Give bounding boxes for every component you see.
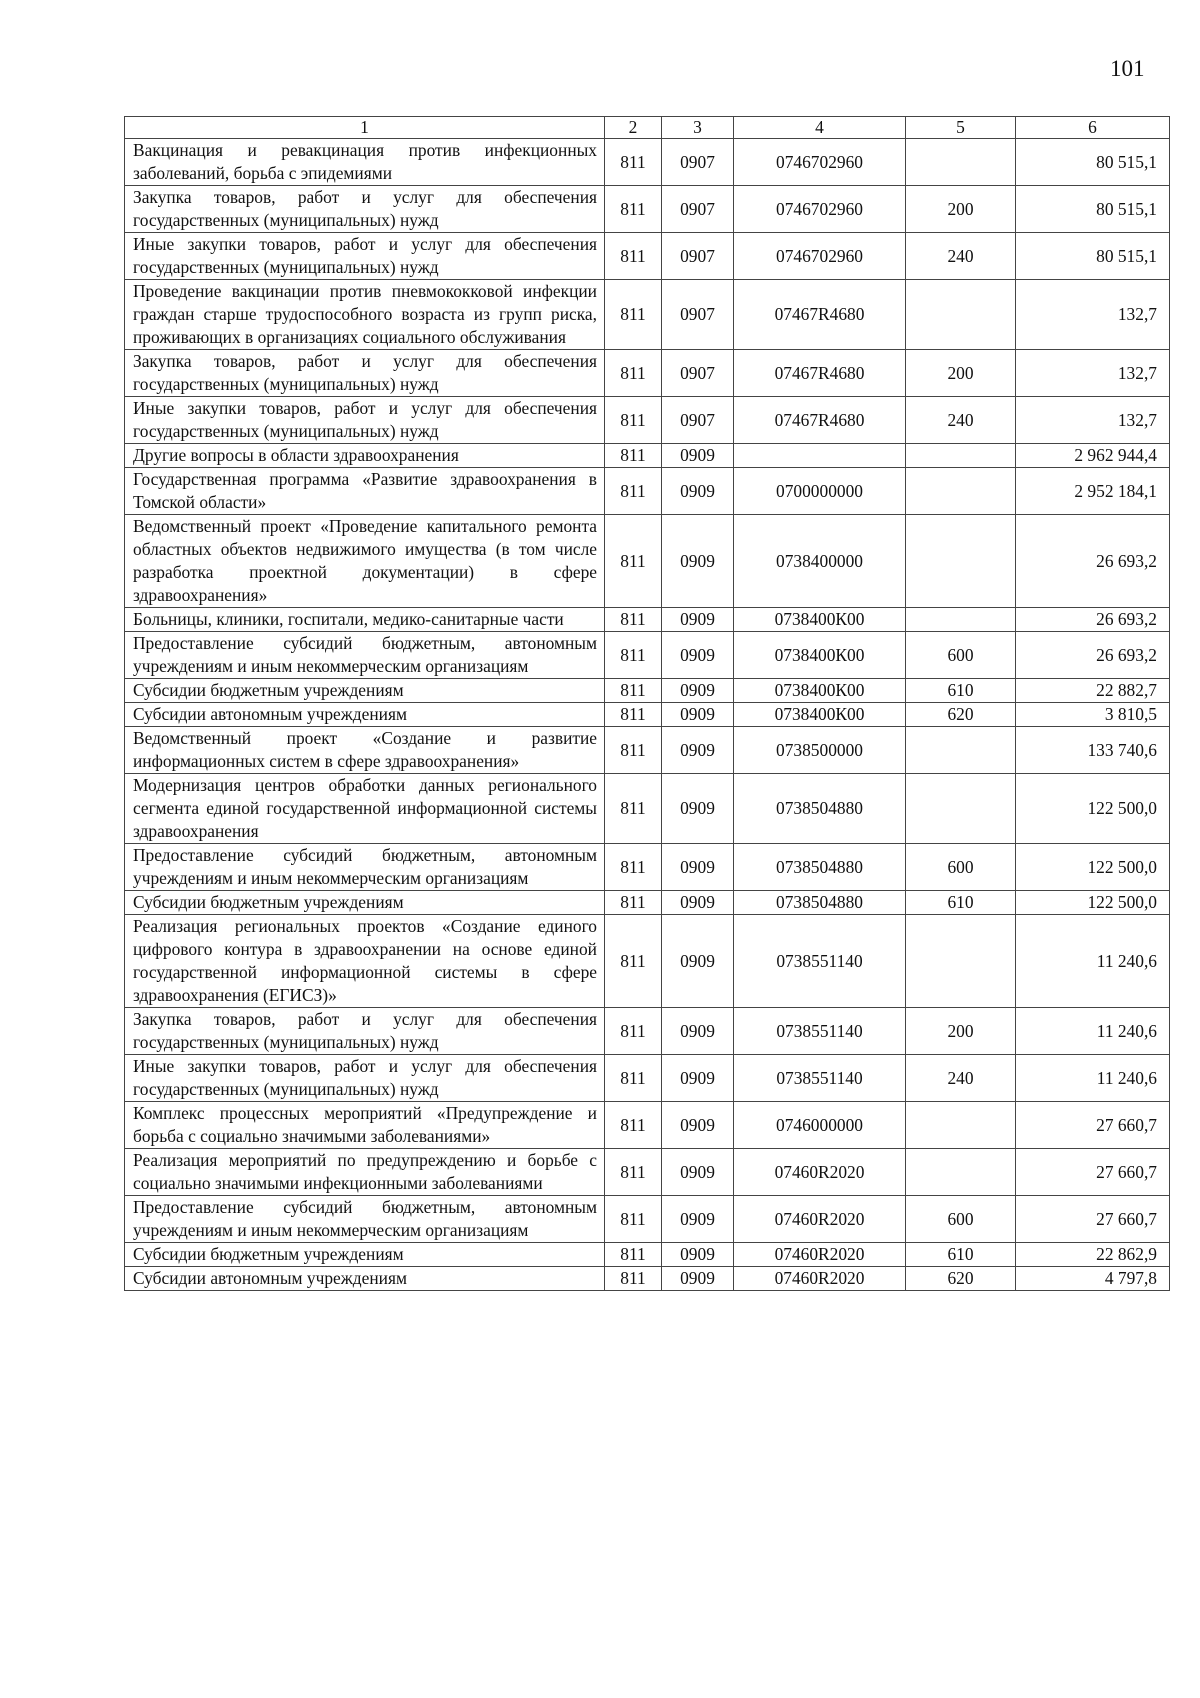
row-target-cell: 0738400К00 [734, 608, 906, 632]
table-row [125, 608, 1170, 632]
row-section-cell: 0909 [662, 1102, 734, 1149]
row-amount-cell: 132,7 [1016, 280, 1170, 350]
row-amount-cell: 22 862,9 [1016, 1243, 1170, 1267]
table-row [125, 915, 1170, 1008]
table-row [125, 891, 1170, 915]
row-vr-cell [906, 444, 1016, 468]
row-name-cell: Иные закупки товаров, работ и услуг для обеспечения государственных (муниципальных) нужд [125, 1055, 605, 1102]
table-row [125, 1243, 1170, 1267]
row-section-cell: 0909 [662, 468, 734, 515]
row-vr-cell [906, 774, 1016, 844]
row-section-cell: 0909 [662, 632, 734, 679]
row-target-cell: 0738400К00 [734, 679, 906, 703]
row-section-cell: 0909 [662, 1149, 734, 1196]
row-amount-cell: 2 962 944,4 [1016, 444, 1170, 468]
row-vr-cell [906, 515, 1016, 608]
row-amount-cell: 11 240,6 [1016, 1008, 1170, 1055]
row-section-cell: 0909 [662, 1008, 734, 1055]
row-name-cell: Реализация региональных проектов «Создание единого цифрового контура в здравоохранении на основе единой государственной информационной системы в сфере здравоохранения (ЕГИСЗ)» [125, 915, 605, 1008]
row-target-cell: 07460R2020 [734, 1243, 906, 1267]
row-amount-cell: 11 240,6 [1016, 915, 1170, 1008]
row-amount-cell: 122 500,0 [1016, 774, 1170, 844]
table-row [125, 397, 1170, 444]
table-row [125, 139, 1170, 186]
row-target-cell [734, 444, 906, 468]
table-row [125, 632, 1170, 679]
row-amount-cell: 122 500,0 [1016, 891, 1170, 915]
page-number: 101 [1110, 56, 1145, 81]
row-target-cell: 07467R4680 [734, 280, 906, 350]
row-target-cell: 0738504880 [734, 774, 906, 844]
row-amount-cell: 133 740,6 [1016, 727, 1170, 774]
table-row [125, 515, 1170, 608]
row-vr-cell: 600 [906, 632, 1016, 679]
row-name-cell: Другие вопросы в области здравоохранения [125, 444, 605, 468]
row-vr-cell: 200 [906, 186, 1016, 233]
budget-table [124, 116, 1170, 1291]
row-name-cell: Реализация мероприятий по предупреждению и борьбе с социально значимыми инфекционными заболеваниями [125, 1149, 605, 1196]
row-target-cell: 0738500000 [734, 727, 906, 774]
row-name-cell: Субсидии автономным учреждениям [125, 1267, 605, 1291]
row-section-cell: 0907 [662, 139, 734, 186]
row-section-cell: 0909 [662, 774, 734, 844]
row-grbs-cell: 811 [605, 844, 662, 891]
row-target-cell: 0738400К00 [734, 703, 906, 727]
row-vr-cell: 610 [906, 891, 1016, 915]
row-section-cell: 0909 [662, 1243, 734, 1267]
row-grbs-cell: 811 [605, 1102, 662, 1149]
row-target-cell: 07460R2020 [734, 1149, 906, 1196]
row-grbs-cell: 811 [605, 350, 662, 397]
row-section-cell: 0907 [662, 397, 734, 444]
row-name-cell: Закупка товаров, работ и услуг для обеспечения государственных (муниципальных) нужд [125, 350, 605, 397]
table-row [125, 280, 1170, 350]
row-vr-cell: 240 [906, 1055, 1016, 1102]
row-amount-cell: 2 952 184,1 [1016, 468, 1170, 515]
row-amount-cell: 80 515,1 [1016, 139, 1170, 186]
row-name-cell: Предоставление субсидий бюджетным, автономным учреждениям и иным некоммерческим организациям [125, 1196, 605, 1243]
table-body [125, 139, 1170, 1291]
row-vr-cell: 620 [906, 1267, 1016, 1291]
row-grbs-cell: 811 [605, 233, 662, 280]
table-row [125, 1267, 1170, 1291]
table-row [125, 350, 1170, 397]
row-name-cell: Предоставление субсидий бюджетным, автономным учреждениям и иным некоммерческим организациям [125, 844, 605, 891]
row-grbs-cell: 811 [605, 186, 662, 233]
row-amount-cell: 27 660,7 [1016, 1196, 1170, 1243]
table-row [125, 1149, 1170, 1196]
row-amount-cell: 132,7 [1016, 350, 1170, 397]
row-target-cell: 0738504880 [734, 891, 906, 915]
row-target-cell: 07460R2020 [734, 1196, 906, 1243]
row-vr-cell [906, 727, 1016, 774]
row-name-cell: Субсидии автономным учреждениям [125, 703, 605, 727]
row-grbs-cell: 811 [605, 915, 662, 1008]
row-section-cell: 0909 [662, 1055, 734, 1102]
row-amount-cell: 11 240,6 [1016, 1055, 1170, 1102]
row-grbs-cell: 811 [605, 468, 662, 515]
row-amount-cell: 3 810,5 [1016, 703, 1170, 727]
row-name-cell: Предоставление субсидий бюджетным, автономным учреждениям и иным некоммерческим организациям [125, 632, 605, 679]
row-target-cell: 0746702960 [734, 139, 906, 186]
row-section-cell: 0909 [662, 703, 734, 727]
header-col-2: 2 [605, 117, 662, 139]
header-col-5: 5 [906, 117, 1016, 139]
row-grbs-cell: 811 [605, 703, 662, 727]
row-vr-cell [906, 139, 1016, 186]
row-target-cell: 0738551140 [734, 1055, 906, 1102]
row-target-cell: 0738504880 [734, 844, 906, 891]
row-target-cell: 0738400К00 [734, 632, 906, 679]
row-target-cell: 0700000000 [734, 468, 906, 515]
row-grbs-cell: 811 [605, 1243, 662, 1267]
row-grbs-cell: 811 [605, 1267, 662, 1291]
row-grbs-cell: 811 [605, 727, 662, 774]
table-row [125, 679, 1170, 703]
row-name-cell: Закупка товаров, работ и услуг для обеспечения государственных (муниципальных) нужд [125, 186, 605, 233]
header-col-1: 1 [125, 117, 605, 139]
row-grbs-cell: 811 [605, 1149, 662, 1196]
table-row [125, 1196, 1170, 1243]
row-amount-cell: 22 882,7 [1016, 679, 1170, 703]
row-target-cell: 07460R2020 [734, 1267, 906, 1291]
row-name-cell: Государственная программа «Развитие здравоохранения в Томской области» [125, 468, 605, 515]
row-grbs-cell: 811 [605, 515, 662, 608]
table-row [125, 468, 1170, 515]
table-row [125, 1055, 1170, 1102]
row-amount-cell: 80 515,1 [1016, 233, 1170, 280]
row-grbs-cell: 811 [605, 139, 662, 186]
header-col-4: 4 [734, 117, 906, 139]
table-row [125, 186, 1170, 233]
table-row [125, 444, 1170, 468]
row-name-cell: Закупка товаров, работ и услуг для обеспечения государственных (муниципальных) нужд [125, 1008, 605, 1055]
row-amount-cell: 26 693,2 [1016, 515, 1170, 608]
row-vr-cell [906, 1102, 1016, 1149]
row-name-cell: Вакцинация и ревакцинация против инфекционных заболеваний, борьба с эпидемиями [125, 139, 605, 186]
row-vr-cell: 600 [906, 1196, 1016, 1243]
row-amount-cell: 27 660,7 [1016, 1102, 1170, 1149]
row-vr-cell: 200 [906, 1008, 1016, 1055]
row-grbs-cell: 811 [605, 891, 662, 915]
row-vr-cell [906, 915, 1016, 1008]
row-vr-cell [906, 468, 1016, 515]
row-vr-cell: 600 [906, 844, 1016, 891]
row-name-cell: Проведение вакцинации против пневмококковой инфекции граждан старше трудоспособного возраста из групп риска, проживающих в организациях социального обслуживания [125, 280, 605, 350]
row-amount-cell: 4 797,8 [1016, 1267, 1170, 1291]
table-row [125, 1102, 1170, 1149]
row-grbs-cell: 811 [605, 444, 662, 468]
header-col-3: 3 [662, 117, 734, 139]
row-amount-cell: 132,7 [1016, 397, 1170, 444]
row-section-cell: 0907 [662, 233, 734, 280]
table-header-row [125, 117, 1170, 139]
table-row [125, 727, 1170, 774]
row-target-cell: 0746000000 [734, 1102, 906, 1149]
row-grbs-cell: 811 [605, 1055, 662, 1102]
row-name-cell: Иные закупки товаров, работ и услуг для обеспечения государственных (муниципальных) нужд [125, 397, 605, 444]
row-name-cell: Субсидии бюджетным учреждениям [125, 1243, 605, 1267]
row-grbs-cell: 811 [605, 632, 662, 679]
row-name-cell: Больницы, клиники, госпитали, медико-санитарные части [125, 608, 605, 632]
table-row [125, 233, 1170, 280]
row-name-cell: Субсидии бюджетным учреждениям [125, 679, 605, 703]
row-grbs-cell: 811 [605, 1196, 662, 1243]
row-amount-cell: 26 693,2 [1016, 608, 1170, 632]
row-section-cell: 0909 [662, 515, 734, 608]
row-name-cell: Иные закупки товаров, работ и услуг для обеспечения государственных (муниципальных) нужд [125, 233, 605, 280]
row-target-cell: 07467R4680 [734, 350, 906, 397]
row-grbs-cell: 811 [605, 774, 662, 844]
row-target-cell: 0746702960 [734, 186, 906, 233]
row-grbs-cell: 811 [605, 608, 662, 632]
row-vr-cell: 240 [906, 233, 1016, 280]
row-vr-cell [906, 280, 1016, 350]
row-name-cell: Комплекс процессных мероприятий «Предупреждение и борьба с социально значимыми заболеваниями» [125, 1102, 605, 1149]
row-grbs-cell: 811 [605, 679, 662, 703]
row-amount-cell: 122 500,0 [1016, 844, 1170, 891]
row-target-cell: 0738400000 [734, 515, 906, 608]
row-amount-cell: 27 660,7 [1016, 1149, 1170, 1196]
row-name-cell: Субсидии бюджетным учреждениям [125, 891, 605, 915]
table-row [125, 703, 1170, 727]
row-section-cell: 0909 [662, 608, 734, 632]
row-section-cell: 0909 [662, 844, 734, 891]
row-vr-cell: 240 [906, 397, 1016, 444]
row-amount-cell: 26 693,2 [1016, 632, 1170, 679]
row-section-cell: 0907 [662, 186, 734, 233]
row-name-cell: Ведомственный проект «Проведение капитального ремонта областных объектов недвижимого имущества (в том числе разработка проектной документации) в сфере здравоохранения» [125, 515, 605, 608]
row-target-cell: 0738551140 [734, 1008, 906, 1055]
row-vr-cell: 610 [906, 1243, 1016, 1267]
row-section-cell: 0909 [662, 1267, 734, 1291]
row-vr-cell: 200 [906, 350, 1016, 397]
row-name-cell: Модернизация центров обработки данных регионального сегмента единой государственной информационной системы здравоохранения [125, 774, 605, 844]
row-vr-cell: 620 [906, 703, 1016, 727]
row-target-cell: 0746702960 [734, 233, 906, 280]
table-row [125, 1008, 1170, 1055]
header-col-6: 6 [1016, 117, 1170, 139]
row-section-cell: 0909 [662, 444, 734, 468]
row-section-cell: 0909 [662, 915, 734, 1008]
row-target-cell: 07467R4680 [734, 397, 906, 444]
row-grbs-cell: 811 [605, 1008, 662, 1055]
row-section-cell: 0907 [662, 280, 734, 350]
row-vr-cell: 610 [906, 679, 1016, 703]
row-grbs-cell: 811 [605, 397, 662, 444]
row-vr-cell [906, 1149, 1016, 1196]
row-section-cell: 0907 [662, 350, 734, 397]
row-name-cell: Ведомственный проект «Создание и развитие информационных систем в сфере здравоохранения» [125, 727, 605, 774]
row-target-cell: 0738551140 [734, 915, 906, 1008]
row-vr-cell [906, 608, 1016, 632]
row-section-cell: 0909 [662, 679, 734, 703]
table-row [125, 844, 1170, 891]
row-section-cell: 0909 [662, 891, 734, 915]
row-amount-cell: 80 515,1 [1016, 186, 1170, 233]
table-row [125, 774, 1170, 844]
row-section-cell: 0909 [662, 1196, 734, 1243]
row-grbs-cell: 811 [605, 280, 662, 350]
row-section-cell: 0909 [662, 727, 734, 774]
